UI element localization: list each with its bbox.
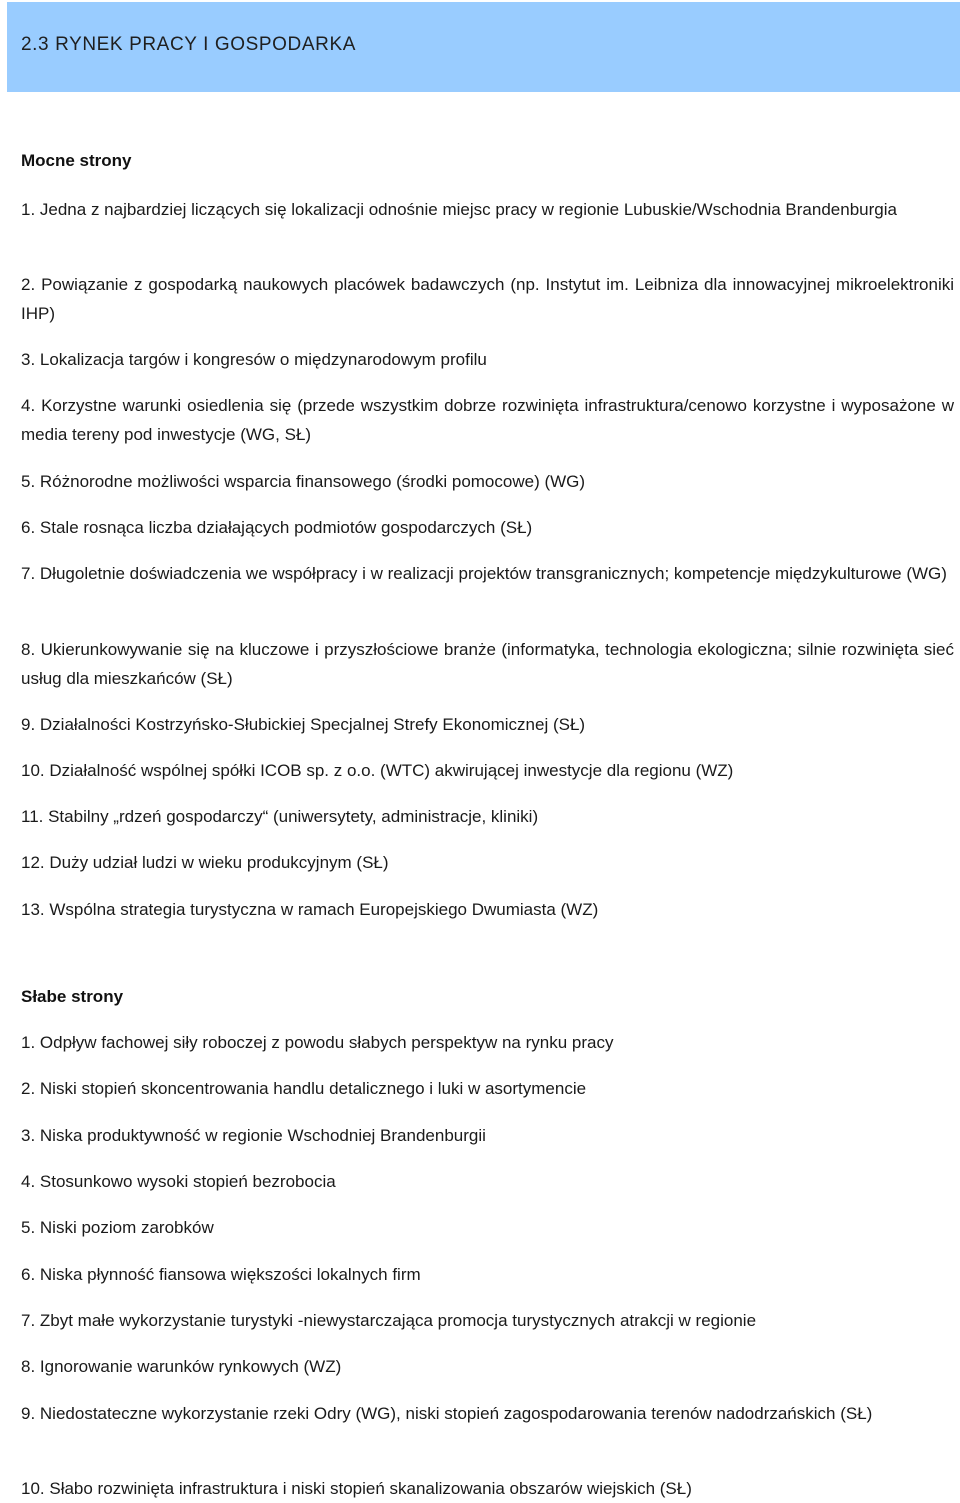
strength-item-7: 7. Długoletnie doświadczenia we współpracy i w realizacji projektów transgranicznych; kompetencje międzykulturowe (WG)	[21, 564, 947, 583]
strength-item-8: 8. Ukierunkowywanie się na kluczowe i przyszłościowe branże (informatyka, technologia ekologiczna; silnie rozwinięta sieć usług dla mieszkańców (SŁ)	[21, 640, 954, 688]
weakness-item-3: 3. Niska produktywność w regionie Wschodniej Brandenburgii	[21, 1126, 486, 1145]
weakness-item-8: 8. Ignorowanie warunków rynkowych (WZ)	[21, 1357, 342, 1376]
weakness-item-2: 2. Niski stopień skoncentrowania handlu detalicznego i luki w asortymencie	[21, 1079, 587, 1098]
strength-item-3: 3. Lokalizacja targów i kongresów o międzynarodowym profilu	[21, 350, 487, 369]
strengths-heading: Mocne strony	[21, 151, 132, 170]
weakness-item-4: 4. Stosunkowo wysoki stopień bezrobocia	[21, 1172, 336, 1191]
strength-item-4: 4. Korzystne warunki osiedlenia się (przede wszystkim dobrze rozwinięta infrastruktura/cenowo korzystne i wyposażone w media tereny pod inwestycje (WG, SŁ)	[21, 396, 954, 444]
strength-item-12: 12. Duży udział ludzi w wieku produkcyjnym (SŁ)	[21, 853, 389, 872]
weakness-item-7: 7. Zbyt małe wykorzystanie turystyki -niewystarczająca promocja turystycznych atrakcji w regionie	[21, 1311, 757, 1330]
strength-item-11: 11. Stabilny „rdzeń gospodarczy“ (uniwersytety, administracje, kliniki)	[21, 807, 539, 826]
strength-item-5: 5. Różnorodne możliwości wsparcia finansowego (środki pomocowe) (WG)	[21, 472, 586, 491]
weakness-item-1: 1. Odpływ fachowej siły roboczej z powodu słabych perspektyw na rynku pracy	[21, 1033, 614, 1052]
weakness-item-5: 5. Niski poziom zarobków	[21, 1218, 214, 1237]
strength-item-2: 2. Powiązanie z gospodarką naukowych placówek badawczych (np. Instytut im. Leibniza dla innowacyjnej mikroelektroniki IHP)	[21, 275, 954, 323]
strength-item-13: 13. Wspólna strategia turystyczna w ramach Europejskiego Dwumiasta (WZ)	[21, 900, 599, 919]
strength-item-6: 6. Stale rosnąca liczba działających podmiotów gospodarczych (SŁ)	[21, 518, 533, 537]
strength-item-1: 1. Jedna z najbardziej liczących się lokalizacji odnośnie miejsc pracy w regionie Lubuskie/Wschodnia Brandenburgia	[21, 200, 897, 219]
weaknesses-heading: Słabe strony	[21, 987, 124, 1006]
weakness-item-6: 6. Niska płynność fiansowa większości lokalnych firm	[21, 1265, 421, 1284]
section-heading: 2.3 RYNEK PRACY I GOSPODARKA	[21, 34, 356, 55]
weakness-item-9: 9. Niedostateczne wykorzystanie rzeki Odry (WG), niski stopień zagospodarowania terenów nadodrzańskich (SŁ)	[21, 1404, 873, 1423]
weakness-item-10: 10. Słabo rozwinięta infrastruktura i niski stopień skanalizowania obszarów wiejskich (SŁ)	[21, 1479, 692, 1498]
strength-item-9: 9. Działalności Kostrzyńsko-Słubickiej Specjalnej Strefy Ekonomicznej (SŁ)	[21, 715, 586, 734]
strength-item-10: 10. Działalność wspólnej spółki ICOB sp. z o.o. (WTC) akwirującej inwestycje dla regionu (WZ)	[21, 761, 734, 780]
